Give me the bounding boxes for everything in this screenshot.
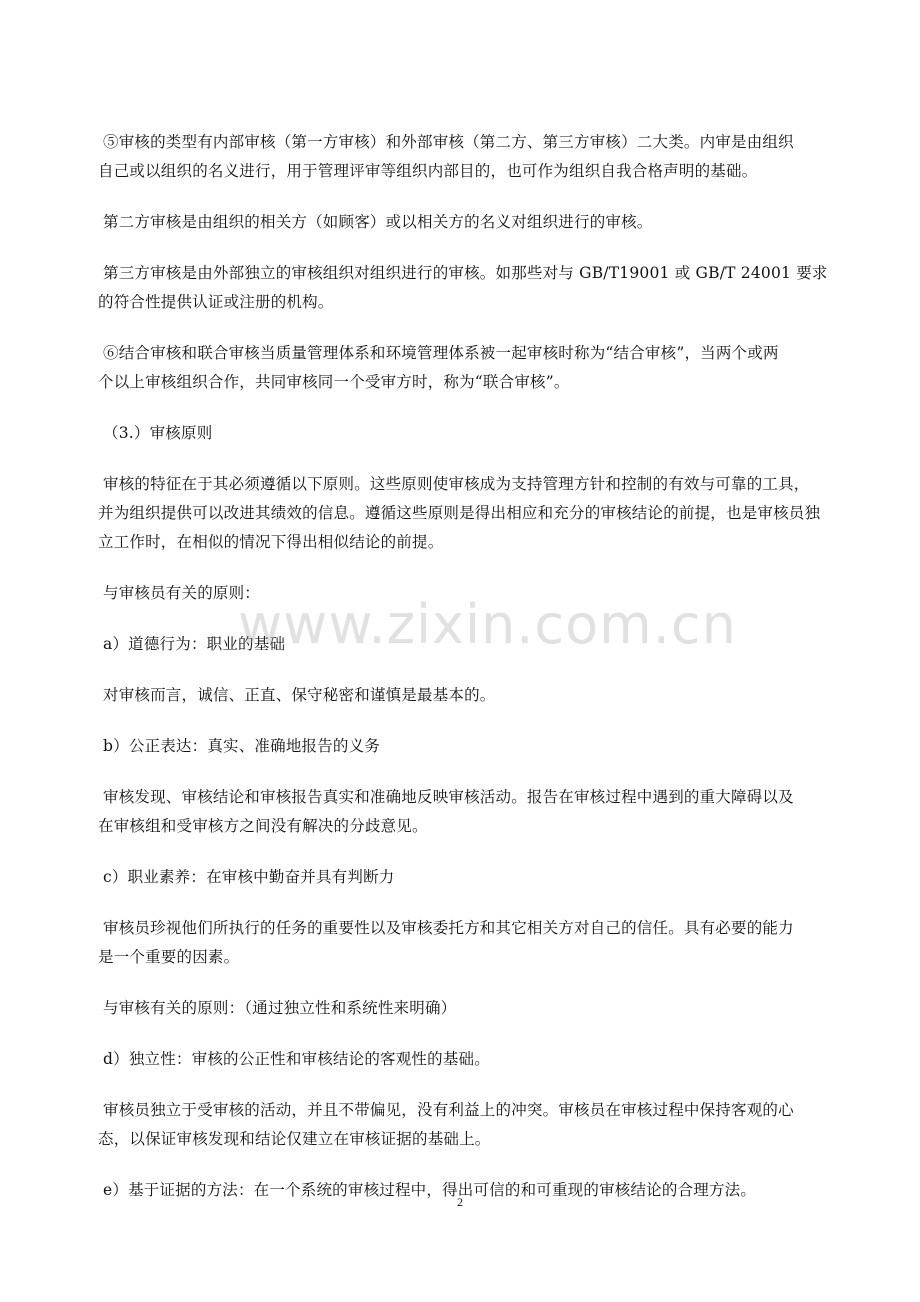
paragraph-fair-presentation <box>98 783 816 841</box>
text-line: 审核员珍视他们所执行的任务的重要性以及审核委托方和其它相关方对自己的信任。具有必要的能力 <box>103 919 794 937</box>
text-line: 个以上审核组织合作，共同审核同一个受审方时，称为“联合审核”。 <box>98 373 570 391</box>
page-number: 2 <box>457 1195 463 1209</box>
list-item-d <box>103 1045 816 1074</box>
section-heading: （3.）审核原则 <box>103 424 213 442</box>
text-line: 与审核有关的原则：（通过独立性和系统性来明确） <box>103 999 457 1017</box>
paragraph-second-party-audit <box>103 208 816 237</box>
text-line: ⑥结合审核和联合审核当质量管理体系和环境管理体系被一起审核时称为“结合审核”，当两个或两 <box>103 344 779 362</box>
list-item-b <box>103 732 816 761</box>
paragraph-ethical-conduct <box>103 681 816 710</box>
paragraph-auditor-principles-heading <box>103 579 816 608</box>
text-line: ⑤审核的类型有内部审核（第一方审核）和外部审核（第二方、第三方审核）二大类。内审是由组织 <box>103 133 794 151</box>
text-line: 审核员独立于受审核的活动，并且不带偏见，没有利益上的冲突。审核员在审核过程中保持客观的心 <box>103 1101 794 1119</box>
text-line: 自己或以组织的名义进行，用于管理评审等组织内部目的，也可作为组织自我合格声明的基础。 <box>98 162 758 180</box>
text-line: 立工作时，在相似的情况下得出相似结论的前提。 <box>98 533 444 551</box>
text-line: a）道德行为：职业的基础 <box>103 635 286 653</box>
document-body <box>98 128 828 1227</box>
list-item-a <box>103 630 816 659</box>
paragraph-independence <box>98 1096 816 1154</box>
paragraph-third-party-audit <box>98 259 828 317</box>
text-line: 并为组织提供可以改进其绩效的信息。遵循这些原则是得出相应和充分的审核结论的前提，也是审核员独 <box>98 504 821 522</box>
text-line: 审核的特征在于其必须遵循以下原则。这些原则使审核成为支持管理方针和控制的有效与可靠的工具， <box>103 475 810 493</box>
text-line: 审核发现、审核结论和审核报告真实和准确地反映审核活动。报告在审核过程中遇到的重大障碍以及 <box>103 788 794 806</box>
text-line: 态，以保证审核发现和结论仅建立在审核证据的基础上。 <box>98 1130 491 1148</box>
text-line: d）独立性：审核的公正性和审核结论的客观性的基础。 <box>103 1050 490 1068</box>
text-line: 与审核员有关的原则： <box>103 584 261 602</box>
text-line: 在审核组和受审核方之间没有解决的分歧意见。 <box>98 817 428 835</box>
text-line: c）职业素养：在审核中勤奋并具有判断力 <box>103 868 395 886</box>
paragraph-principles-intro <box>98 470 821 557</box>
watermark: www.zixin.com.cn <box>238 593 737 656</box>
list-item-c <box>103 863 816 892</box>
text-line: 第二方审核是由组织的相关方（如顾客）或以相关方的名义对组织进行的审核。 <box>103 213 653 231</box>
text-line: e）基于证据的方法：在一个系统的审核过程中，得出可信的和可重现的审核结论的合理方法。 <box>103 1181 757 1199</box>
text-line: 第三方审核是由外部独立的审核组织对组织进行的审核。如那些对与 GB/T19001 或 GB/T 24001 要求 <box>103 264 828 282</box>
paragraph-combined-joint-audit <box>98 339 816 397</box>
paragraph-audit-types <box>98 128 816 186</box>
paragraph-audit-principles-heading <box>103 994 816 1023</box>
section-heading-audit-principles <box>103 419 816 448</box>
text-line: 是一个重要的因素。 <box>98 948 240 966</box>
text-line: 对审核而言，诚信、正直、保守秘密和谨慎是最基本的。 <box>103 686 496 704</box>
paragraph-due-professional-care <box>98 914 816 972</box>
text-line: b）公正表达：真实、准确地报告的义务 <box>103 737 381 755</box>
text-line: 的符合性提供认证或注册的机构。 <box>98 293 334 311</box>
